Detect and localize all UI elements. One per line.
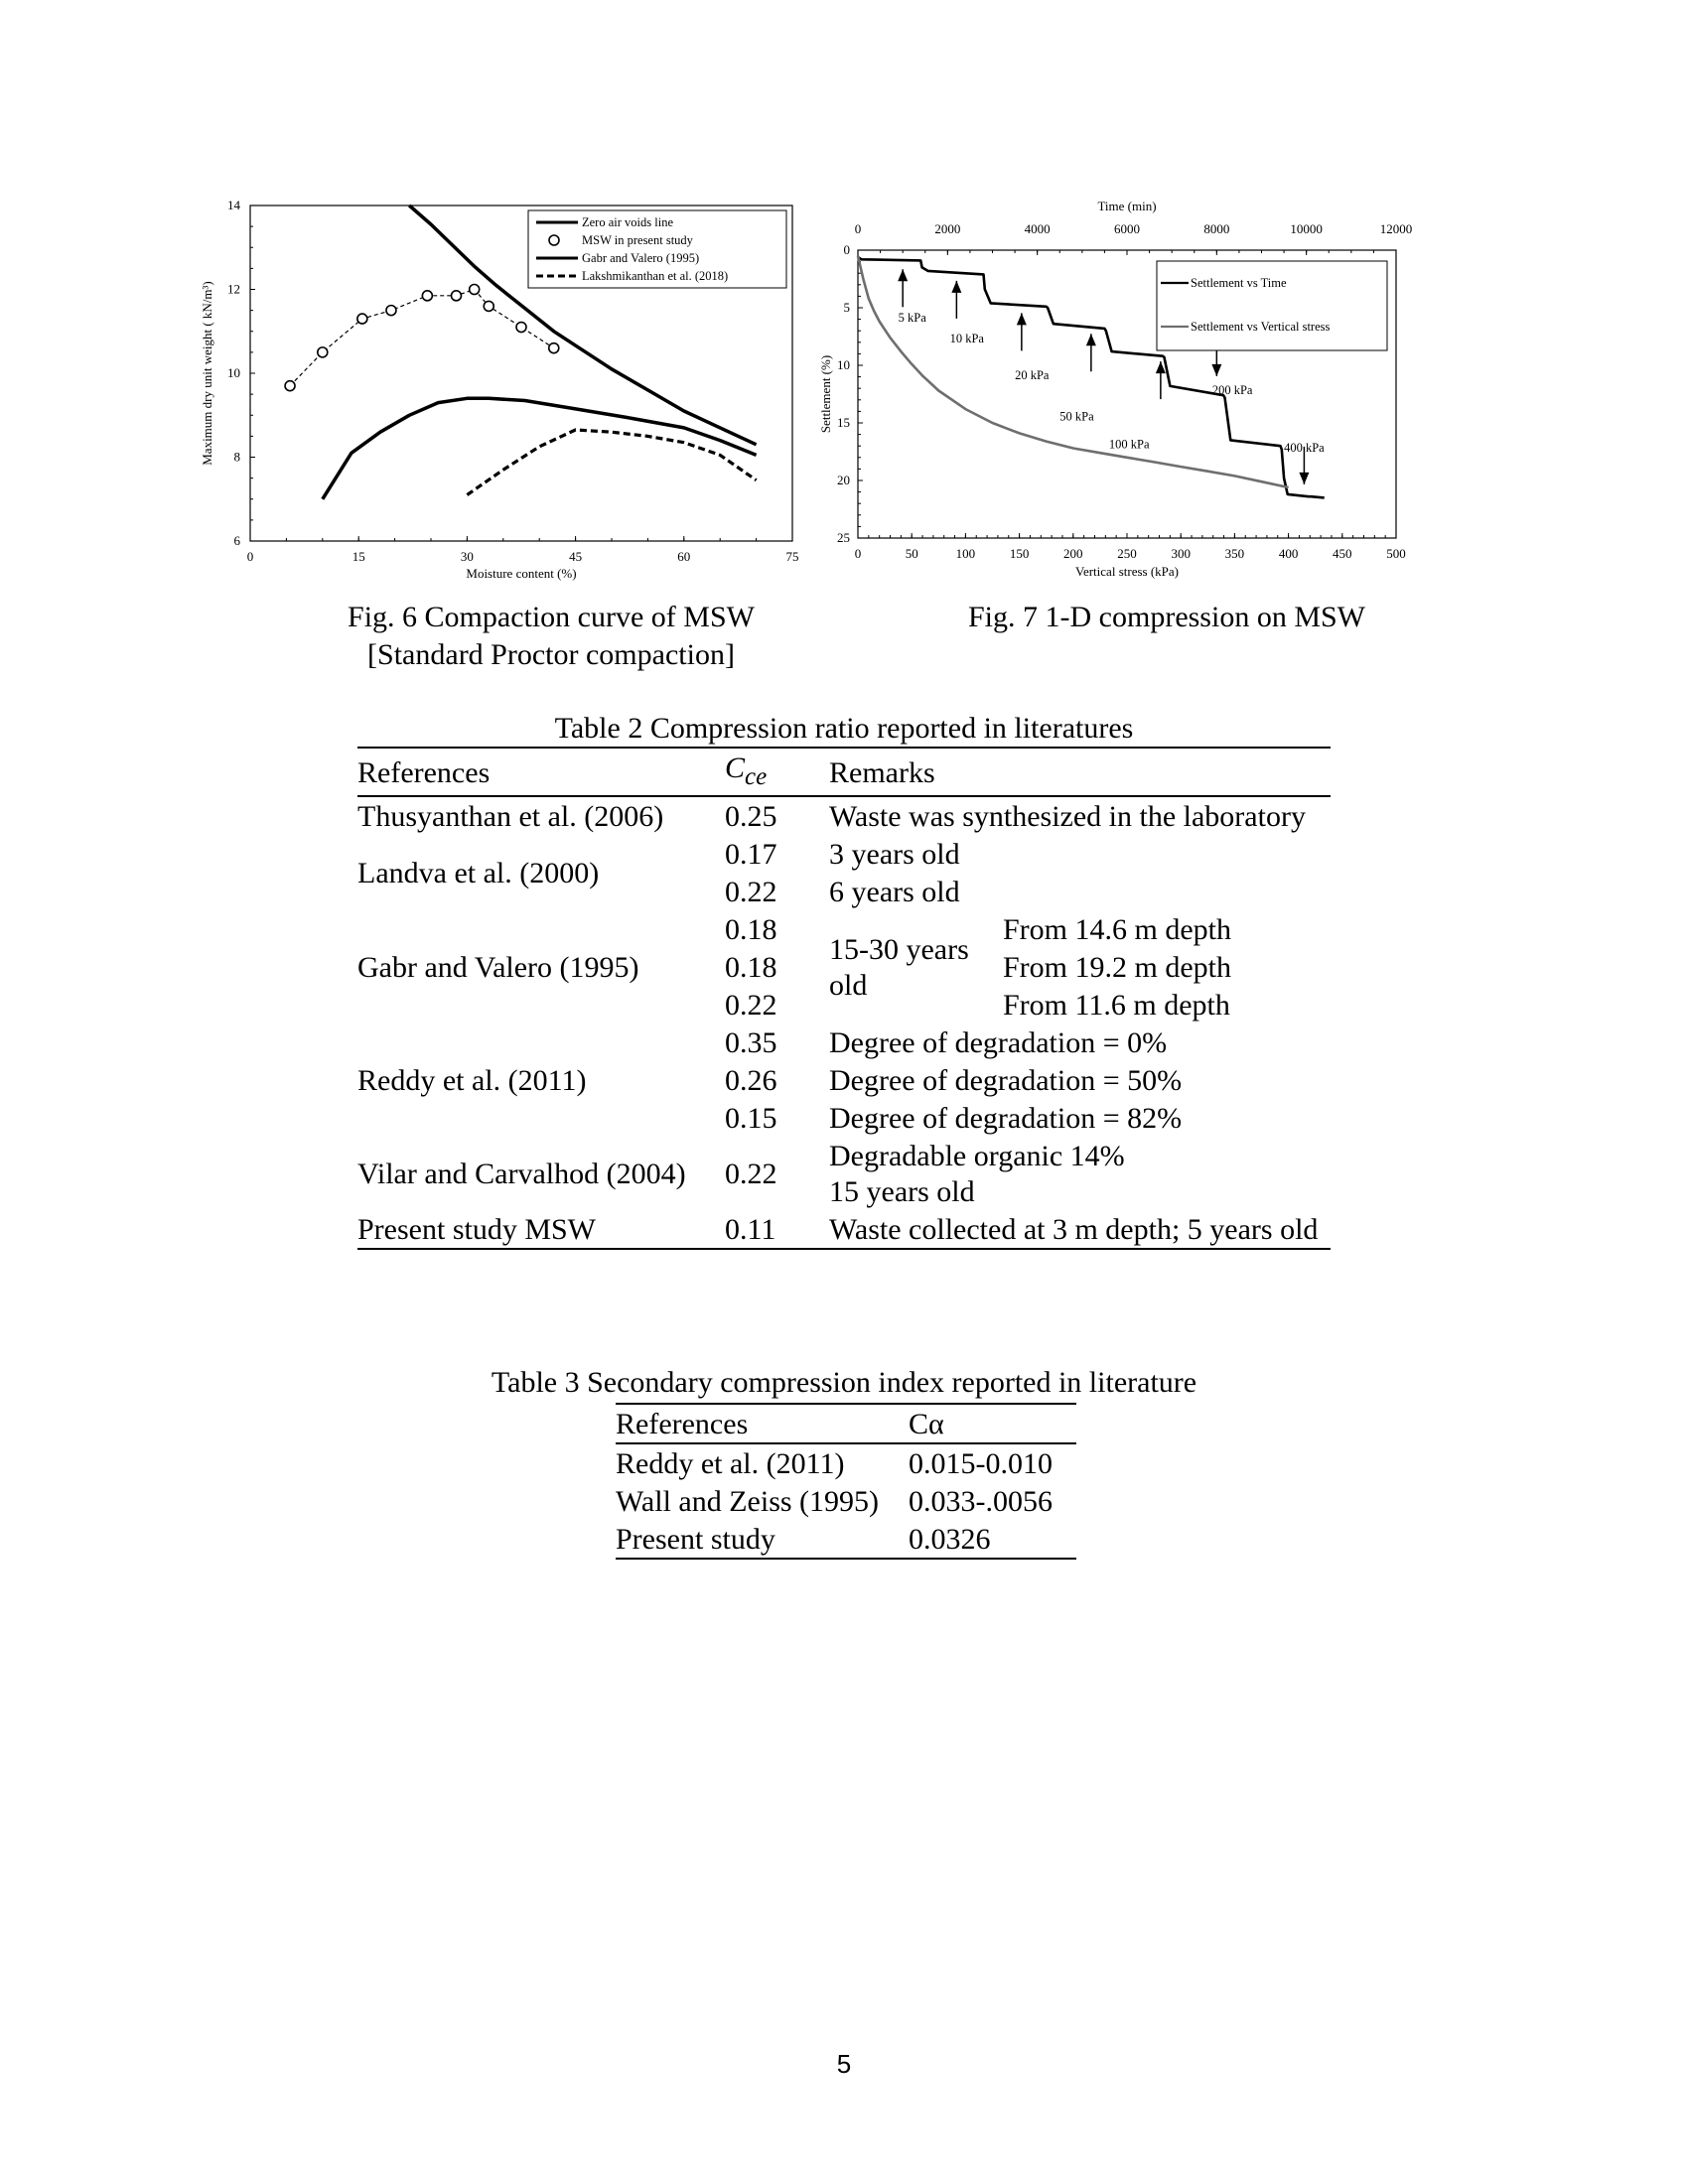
table2-header-cce xyxy=(725,748,829,796)
remark-cell: From 11.6 m depth xyxy=(1003,989,1230,1022)
legend-box xyxy=(1157,261,1387,350)
ref-cell: Reddy et al. (2011) xyxy=(616,1447,845,1480)
x-tick-label: 30 xyxy=(460,549,474,564)
series-line-1 xyxy=(290,290,554,386)
ref-cell: Vilar and Carvalhod (2004) xyxy=(357,1158,686,1190)
fig7 xyxy=(812,194,1448,601)
table-row xyxy=(357,1137,1331,1210)
page-number: 5 xyxy=(836,2049,852,2079)
top-tick-label: 8000 xyxy=(1203,221,1230,236)
legend-label: MSW in present study xyxy=(582,233,693,247)
bottom-tick-label: 400 xyxy=(1278,546,1299,561)
bottom-tick-label: 500 xyxy=(1386,546,1406,561)
ref-cell: Landva et al. (2000) xyxy=(357,857,600,889)
annotation-arrow-head xyxy=(1017,313,1027,325)
bottom-tick-label: 100 xyxy=(955,546,976,561)
data-point xyxy=(285,381,295,391)
x-axis-label: Moisture content (%) xyxy=(466,566,577,581)
remark-line: 15 years old xyxy=(829,1175,975,1208)
remark-cell: Waste was synthesized in the laboratory xyxy=(829,800,1306,833)
bottom-tick-label: 450 xyxy=(1333,546,1352,561)
value-cell: 0.15 xyxy=(725,1102,777,1135)
y-tick-label: 25 xyxy=(837,530,850,545)
table2-header-row xyxy=(357,748,1331,796)
bottom-tick-label: 200 xyxy=(1063,546,1083,561)
legend-marker xyxy=(549,235,559,245)
remark-line: Degradable organic 14% xyxy=(829,1140,1125,1172)
remark-cell: Waste collected at 3 m depth; 5 years old xyxy=(829,1210,1331,1249)
table-row xyxy=(357,910,1331,948)
annotation-arrow-head xyxy=(1211,364,1221,376)
annotation-label: 10 kPa xyxy=(949,331,984,345)
fig6-caption-line1: Fig. 6 Compaction curve of MSW xyxy=(348,601,755,633)
annotation-label: 200 kPa xyxy=(1211,383,1253,397)
ref-cell: Present study MSW xyxy=(357,1210,725,1249)
table-row xyxy=(357,796,1331,835)
top-tick-label: 10000 xyxy=(1290,221,1323,236)
table2-caption: Table 2 Compression ratio reported in literatures xyxy=(554,712,1134,745)
value-cell: 0.033-.0056 xyxy=(909,1485,1053,1518)
table2-header-references: References xyxy=(357,748,725,796)
bottom-tick-label: 50 xyxy=(905,546,918,561)
x-tick-label: 15 xyxy=(352,549,365,564)
data-point xyxy=(422,291,432,301)
legend-label: Lakshmikanthan et al. (2018) xyxy=(582,269,729,283)
ref-cell: Thusyanthan et al. (2006) xyxy=(357,800,664,833)
y-tick-label: 0 xyxy=(843,242,850,257)
fig6 xyxy=(199,194,814,601)
value-cell: 0.25 xyxy=(725,800,777,833)
bottom-tick-label: 150 xyxy=(1009,546,1030,561)
table-row xyxy=(616,1443,1076,1482)
value-cell: 0.015-0.010 xyxy=(909,1447,1053,1480)
y-tick-label: 12 xyxy=(227,281,240,297)
y-axis-label: Maximum dry unit weight ( kN/m³) xyxy=(200,281,214,466)
data-point xyxy=(357,314,367,324)
value-cell: 0.18 xyxy=(725,951,777,984)
legend-label: Settlement vs Vertical stress xyxy=(1191,320,1331,334)
y-tick-label: 6 xyxy=(233,533,240,548)
value-cell: 0.26 xyxy=(725,1064,777,1097)
annotation-label: 100 kPa xyxy=(1108,437,1150,452)
ref-cell: Present study xyxy=(616,1520,909,1559)
x-tick-label: 75 xyxy=(785,549,799,564)
fig7-caption: Fig. 7 1-D compression on MSW xyxy=(968,601,1365,633)
value-cell: 0.35 xyxy=(725,1026,777,1059)
data-point xyxy=(451,291,461,301)
table-row xyxy=(616,1482,1076,1520)
annotation-label: 50 kPa xyxy=(1059,409,1094,424)
top-tick-label: 6000 xyxy=(1114,221,1140,236)
table3-header-row xyxy=(616,1404,1076,1443)
fig7-chart xyxy=(812,194,1448,601)
legend-label: Zero air voids line xyxy=(582,215,673,229)
x-tick-label: 45 xyxy=(569,549,583,564)
annotation-arrow-head xyxy=(898,269,908,281)
table-row xyxy=(357,835,1331,873)
bottom-tick-label: 250 xyxy=(1117,546,1137,561)
y-axis-label: Settlement (%) xyxy=(818,354,833,434)
remark-cell: Degree of degradation = 0% xyxy=(829,1026,1168,1059)
remark-cell: From 14.6 m depth xyxy=(1003,913,1231,946)
y-tick-label: 15 xyxy=(837,415,850,430)
bottom-tick-label: 300 xyxy=(1171,546,1191,561)
remark-cell: Degree of degradation = 50% xyxy=(829,1064,1183,1097)
annotation-label: 5 kPa xyxy=(898,310,926,325)
value-cell: 0.22 xyxy=(725,876,777,908)
top-tick-label: 0 xyxy=(854,221,862,236)
remark-cell: Degree of degradation = 82% xyxy=(829,1102,1183,1135)
ref-cell: Reddy et al. (2011) xyxy=(357,1064,587,1097)
top-tick-label: 4000 xyxy=(1024,221,1051,236)
top-tick-label: 12000 xyxy=(1379,221,1413,236)
value-cell: 0.11 xyxy=(725,1210,829,1249)
ref-cell: Gabr and Valero (1995) xyxy=(357,951,639,984)
x-tick-label: 0 xyxy=(246,549,254,564)
legend-label: Gabr and Valero (1995) xyxy=(582,251,700,265)
table3-header-references: References xyxy=(616,1404,909,1443)
value-cell: 0.22 xyxy=(725,1158,777,1190)
top-tick-label: 2000 xyxy=(934,221,961,236)
annotation-label: 20 kPa xyxy=(1015,367,1050,382)
table2-header-remarks: Remarks xyxy=(829,748,1331,796)
annotation-arrow-head xyxy=(1299,473,1309,484)
remark-cell xyxy=(829,1137,1331,1210)
remark-cell: 6 years old xyxy=(829,876,960,908)
remark-cell: 3 years old xyxy=(829,838,960,871)
table3-caption: Table 3 Secondary compression index reported in literature xyxy=(491,1366,1197,1399)
data-point xyxy=(318,347,328,357)
y-tick-label: 8 xyxy=(233,449,240,465)
x-tick-label: 60 xyxy=(677,549,691,564)
data-point xyxy=(470,285,480,295)
data-point xyxy=(484,301,493,311)
value-cell: 0.17 xyxy=(725,838,777,871)
ref-cell: Wall and Zeiss (1995) xyxy=(616,1485,880,1518)
bottom-tick-label: 0 xyxy=(854,546,862,561)
annotation-arrow-head xyxy=(1086,334,1096,345)
annotation-arrow-head xyxy=(951,281,961,293)
table3 xyxy=(616,1403,1076,1560)
cce-main: C xyxy=(725,751,746,784)
value-cell: 0.18 xyxy=(725,913,777,946)
fig6-chart xyxy=(199,194,814,601)
y-tick-label: 10 xyxy=(227,365,240,380)
remark-group-cell: 15-30 years old xyxy=(829,933,969,1002)
data-point xyxy=(386,306,396,316)
table-row xyxy=(357,1210,1331,1249)
table3-header-calpha: Cα xyxy=(909,1404,1076,1443)
legend-label: Settlement vs Time xyxy=(1191,276,1287,290)
data-point xyxy=(516,323,526,333)
y-tick-label: 10 xyxy=(837,357,850,372)
top-axis-label: Time (min) xyxy=(1097,199,1157,213)
y-tick-label: 14 xyxy=(227,198,240,212)
table-row xyxy=(616,1520,1076,1559)
table-row xyxy=(357,1024,1331,1061)
bottom-axis-label: Vertical stress (kPa) xyxy=(1075,564,1179,579)
fig6-caption xyxy=(268,599,834,674)
data-point xyxy=(549,343,559,353)
cce-sub: ce xyxy=(745,763,768,790)
value-cell: 0.22 xyxy=(725,989,777,1022)
fig6-caption-line2: [Standard Proctor compaction] xyxy=(367,638,735,671)
remark-cell: From 19.2 m depth xyxy=(1003,951,1231,984)
bottom-tick-label: 350 xyxy=(1224,546,1245,561)
y-tick-label: 5 xyxy=(843,300,850,315)
value-cell: 0.0326 xyxy=(909,1520,1076,1559)
annotation-arrow-head xyxy=(1156,361,1166,373)
table2 xyxy=(357,747,1331,1250)
annotation-label: 400 kPa xyxy=(1284,441,1325,455)
y-tick-label: 20 xyxy=(837,473,850,487)
